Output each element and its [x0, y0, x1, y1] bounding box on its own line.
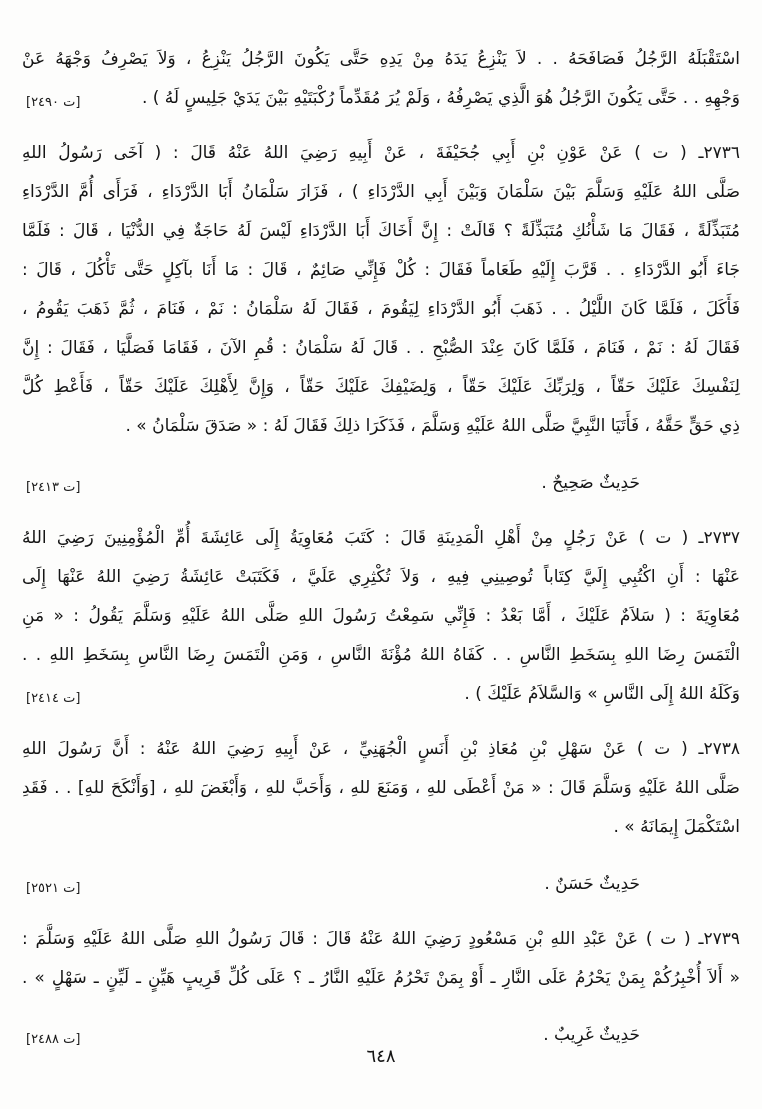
source-ref: [ت ٢٤١٤] — [26, 691, 81, 706]
text-line-text: وَجْهِهِ . . حَتَّى يَكُونَ الرَّجُلُ هُوَ الَّذِي يَصْرِفُهُ ، وَلَمْ يُرَ مُقَدِّماً رُكْبَتَيْهِ بَيْنَ يَدَيْ جَلِيسٍ لَهُ ) . — [141, 88, 740, 108]
text-line: ٢٧٣٩ـ ( ت ) عَنْ عَبْدِ اللهِ بْنِ مَسْعُودٍ رَضِيَ اللهُ عَنْهُ قَالَ : قَالَ رَسُولُ اللهِ صَلَّى اللهُ عَلَيْهِ وَسَلَّمَ : — [22, 929, 740, 949]
text-line: لِنَفْسِكَ عَلَيْكَ حَقّاً ، وَلِرَبِّكَ عَلَيْكَ حَقّاً ، وَلِضَيْفِكَ عَلَيْكَ حَقّاً ، وَإِنَّ لِأَهْلِكَ عَلَيْكَ حَقّاً ، فَأَعْطِ كُلَّ — [22, 377, 740, 397]
hadith-2737 — [22, 519, 740, 714]
hadith-2739 — [22, 920, 740, 1055]
source-ref: [ت ٢٤٩٠] — [26, 95, 81, 110]
text-line: ٢٧٣٨ـ ( ت ) عَنْ سَهْلِ بْنِ مُعَاذِ بْنِ أَنَسٍ الْجُهَنِيِّ ، عَنْ أَبِيهِ رَضِيَ اللهُ عَنْهُ : أَنَّ رَسُولَ اللهِ — [22, 739, 740, 759]
text-line: فَقَالَ لَهُ : نَمْ ، فَنَامَ ، فَلَمَّا كَانَ عِنْدَ الصُّبْحِ . . قَالَ لَهُ سَلْمَانُ : قُمِ الآنَ ، فَقَامَا فَصَلَّيَا ، فَقَالَ : إِنَّ — [22, 338, 740, 358]
text-line: صَلَّى اللهُ عَلَيْهِ وَسَلَّمَ بَيْنَ سَلْمَانَ وَبَيْنَ أَبِي الدَّرْدَاءِ ) ، فَزَارَ سَلْمَانُ أَبَا الدَّرْدَاءِ ، فَرَأَى أُمَّ الدَّرْدَاءِ — [22, 182, 740, 202]
text-line: فَأَكَلَ ، فَلَمَّا كَانَ اللَّيْلُ . . ذَهَبَ أَبُو الدَّرْدَاءِ لِيَقُومَ ، فَقَالَ لَهُ سَلْمَانُ : نَمْ ، فَنَامَ ، ثُمَّ ذَهَبَ يَقُومُ ، — [22, 299, 740, 319]
text-line: ٢٧٣٦ـ ( ت ) عَنْ عَوْنِ بْنِ أَبِي جُحَيْفَةَ ، عَنْ أَبِيهِ رَضِيَ اللهُ عَنْهُ قَالَ : ( آخَى رَسُولُ اللهِ — [22, 143, 740, 163]
text-line: صَلَّى اللهُ عَلَيْهِ وَسَلَّمَ قَالَ : « مَنْ أَعْطَى للهِ ، وَمَنَعَ للهِ ، وَأَحَبَّ للهِ ، وَأَبْغَضَ للهِ ، [وَأَنْكَحَ للهِ] . . فَقَدِ — [22, 778, 740, 798]
text-line: ٢٧٣٧ـ ( ت ) عَنْ رَجُلٍ مِنْ أَهْلِ الْمَدِينَةِ قَالَ : كَتَبَ مُعَاوِيَةُ إِلَى عَائِشَةَ أُمِّ الْمُؤْمِنِينَ رَضِيَ اللهُ — [22, 528, 740, 548]
text-line-text: وَكَلَهُ اللهُ إِلَى النَّاسِ » وَالسَّلاَمُ عَلَيْكَ ) . — [464, 684, 740, 704]
page-number: ٦٤٨ — [366, 1046, 396, 1067]
hadith-grade-line — [22, 865, 740, 904]
source-ref: [ت ٢٤٨٨] — [26, 1032, 81, 1047]
hadith-grade: حَدِيثٌ صَحِيحٌ . — [541, 473, 640, 493]
hadith-2738 — [22, 730, 740, 904]
hadith-grade-line — [22, 464, 740, 503]
text-line: « أَلاَ أُخْبِرُكُمْ بِمَنْ يَحْرُمُ عَلَى النَّارِ ـ أَوْ بِمَنْ تَحْرُمُ عَلَيْهِ النَّارُ ـ ؟ عَلَى كُلِّ قَرِيبٍ هَيِّنٍ ـ لَيِّنٍ ـ سَهْلٍ » . — [22, 968, 740, 988]
source-ref: [ت ٢٥٢١] — [26, 881, 81, 896]
hadith-grade: حَدِيثٌ غَرِيبٌ . — [543, 1025, 640, 1045]
text-line: مُتَبَذِّلَةً ، فَقَالَ مَا شَأْنُكِ مُتَبَذِّلَةً ؟ قَالَتْ : إِنَّ أَخَاكَ أَبَا الدَّرْدَاءِ لَيْسَ لَهُ حَاجَةٌ فِي الدُّنْيَا ، قَالَ : فَلَمَّا — [22, 221, 740, 241]
text-line: ذِي حَقٍّ حَقَّهُ ، فَأَتَيَا النَّبِيَّ صَلَّى اللهُ عَلَيْهِ وَسَلَّمَ ، فَذَكَرَا ذلِكَ فَقَالَ لَهُ : « صَدَقَ سَلْمَانُ » . — [125, 416, 740, 436]
text-line: مُعَاوِيَةَ : ( سَلاَمٌ عَلَيْكَ ، أَمَّا بَعْدُ : فَإِنِّي سَمِعْتُ رَسُولَ اللهِ صَلَّى اللهُ عَلَيْهِ وَسَلَّمَ يَقُولُ : « مَنِ — [22, 606, 740, 626]
text-line: عَنْهَا : أَنِ اكْتُبِي إِلَيَّ كِتَاباً تُوصِينِي فِيهِ ، وَلاَ تُكْثِرِي عَلَيَّ ، فَكَتَبَتْ عَائِشَةُ رَضِيَ اللهُ عَنْهَا إِلَى — [22, 567, 740, 587]
text-line — [22, 675, 740, 714]
text-line: اسْتَكْمَلَ إِيمَانَهُ » . — [613, 817, 740, 837]
text-line: جَاءَ أَبُو الدَّرْدَاءِ . . قَرَّبَ إِلَيْهِ طَعَاماً فَقَالَ : كُلْ فَإِنِّي صَائِمٌ ، قَالَ : مَا أَنَا بآكِلٍ حَتَّى تَأْكُلَ ، قَالَ : — [22, 260, 740, 280]
text-line: الْتَمَسَ رِضَا اللهِ بِسَخَطِ النَّاسِ . . كَفَاهُ اللهُ مُؤْنَةَ النَّاسِ ، وَمَنِ الْتَمَسَ رِضَا النَّاسِ بِسَخَطِ اللهِ . . — [22, 645, 740, 665]
hadith-continuation-paragraph — [22, 40, 740, 118]
source-ref: [ت ٢٤١٣] — [26, 480, 81, 495]
text-line — [22, 79, 740, 118]
text-area — [22, 40, 740, 1057]
text-line: اسْتَقْبَلَهُ الرَّجُلُ فَصَافَحَهُ . . لاَ يَنْزِعُ يَدَهُ مِنْ يَدِهِ حَتَّى يَكُونَ الرَّجُلُ يَنْزِعُ ، وَلاَ يَصْرِفُ وَجْهَهُ عَنْ — [22, 49, 740, 69]
hadith-2736 — [22, 134, 740, 503]
hadith-grade: حَدِيثٌ حَسَنٌ . — [544, 874, 640, 894]
